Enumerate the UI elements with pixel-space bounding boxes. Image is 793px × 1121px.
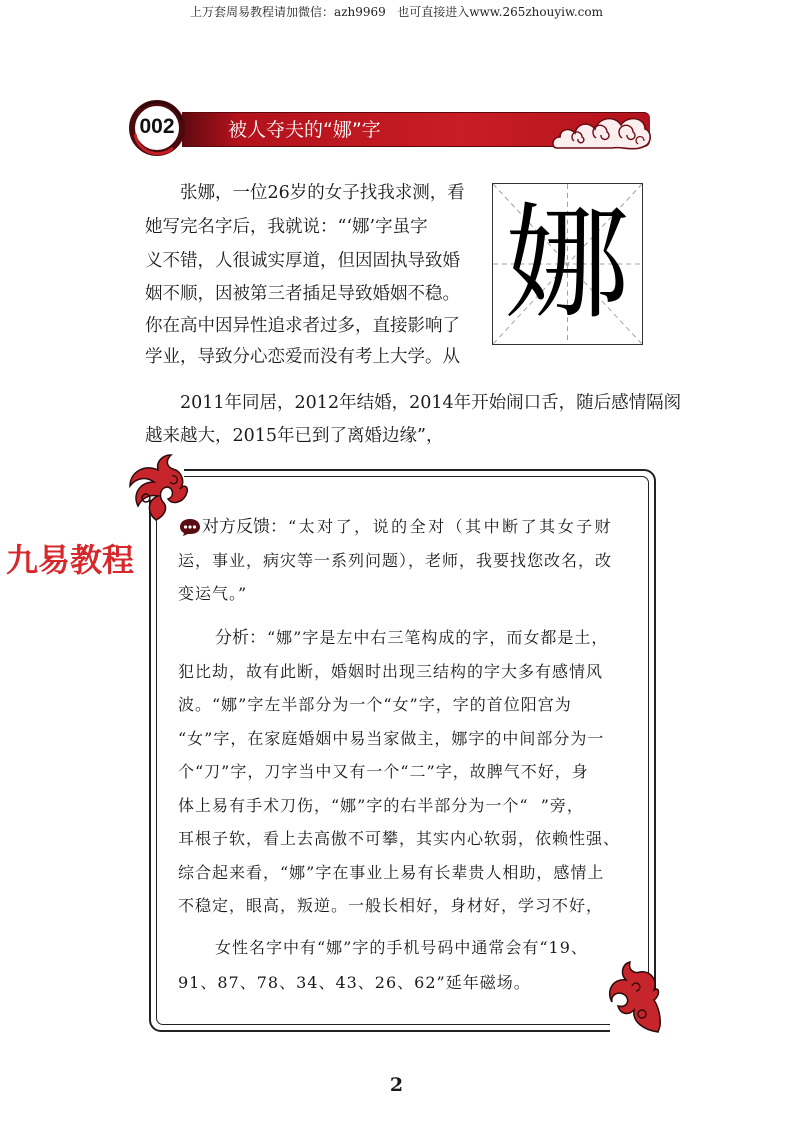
featured-character: 娜 xyxy=(505,192,630,336)
section-title: 被人夺夫的“娜”字 xyxy=(228,119,381,141)
analysis-label: 分析： xyxy=(215,628,266,648)
page-number: 2 xyxy=(389,1074,404,1096)
intro-line: 越来越大，2015年已到了离婚边缘”， xyxy=(145,426,444,446)
intro-line: 2011年同居，2012年结婚，2014年开始闹口舌，随后感情隔阂 xyxy=(180,393,682,413)
phone-line: 女性名字中有“娜”字的手机号码中通常会有“19、 xyxy=(215,938,588,957)
feedback-line: 变运气。” xyxy=(178,584,248,603)
section-number: 002 xyxy=(139,115,175,138)
analysis-line: 犯比劫，故有此断，婚姻时出现三结构的字大多有感情风 xyxy=(178,662,604,681)
analysis-line: 耳根子软，看上去高傲不可攀，其实内心软弱，依赖性强、 xyxy=(178,829,621,848)
feedback-label: 对方反馈： xyxy=(202,517,287,537)
analysis-line: 体上易有手术刀伤，“娜”字的右半部分为一个“ ”旁， xyxy=(178,796,584,815)
analysis-line: 个“刀”字，刀字当中又有一个“二”字，故脾气不好，身 xyxy=(178,762,589,781)
analysis-line: “女”字，在家庭婚姻中易当家做主，娜字的中间部分为一 xyxy=(178,729,605,748)
intro-line: 姻不顺，因被第三者插足导致婚姻不稳。 xyxy=(145,284,460,304)
intro-line: 义不错，人很诚实厚道，但因固执导致婚 xyxy=(145,251,460,271)
flame-ornament-icon xyxy=(606,952,662,1034)
header-note: 上万套周易教程请加微信：azh9969 也可直接进入www.265zhouyiw.com xyxy=(190,5,603,19)
cloud-ornament-icon xyxy=(552,108,652,154)
analysis-line: 波。“娜”字左半部分为一个“女”字，字的首位阳宫为 xyxy=(178,695,572,714)
analysis-line: 综合起来看，“娜”字在事业上易有长辈贵人相助，感情上 xyxy=(178,863,605,882)
character-box xyxy=(492,183,643,345)
analysis-line: “娜”字是左中右三笔构成的字，而女都是土， xyxy=(267,628,609,647)
intro-line: 你在高中因异性追求者过多，直接影响了 xyxy=(145,316,460,336)
intro-line: 她写完名字后，我就说：“‘娜’字虽字 xyxy=(145,217,428,237)
feedback-line: 运，事业，病灾等一系列问题），老师，我要找您改名，改 xyxy=(178,551,613,570)
intro-line: 学业，导致分心恋爱而没有考上大学。从 xyxy=(145,347,460,367)
watermark: 九易教程 xyxy=(6,541,135,579)
phone-line: 91、87、78、34、43、26、62”延年磁场。 xyxy=(178,973,531,992)
intro-line: 张娜，一位26岁的女子找我求测，看 xyxy=(180,183,465,203)
flame-ornament-icon xyxy=(126,452,190,522)
feedback-line: “太对了，说的全对（其中断了其女子财 xyxy=(288,517,614,536)
analysis-line: 不稳定，眼高，叛逆。一般长相好，身材好，学习不好， xyxy=(178,896,604,915)
speech-bubble-icon xyxy=(179,517,201,537)
